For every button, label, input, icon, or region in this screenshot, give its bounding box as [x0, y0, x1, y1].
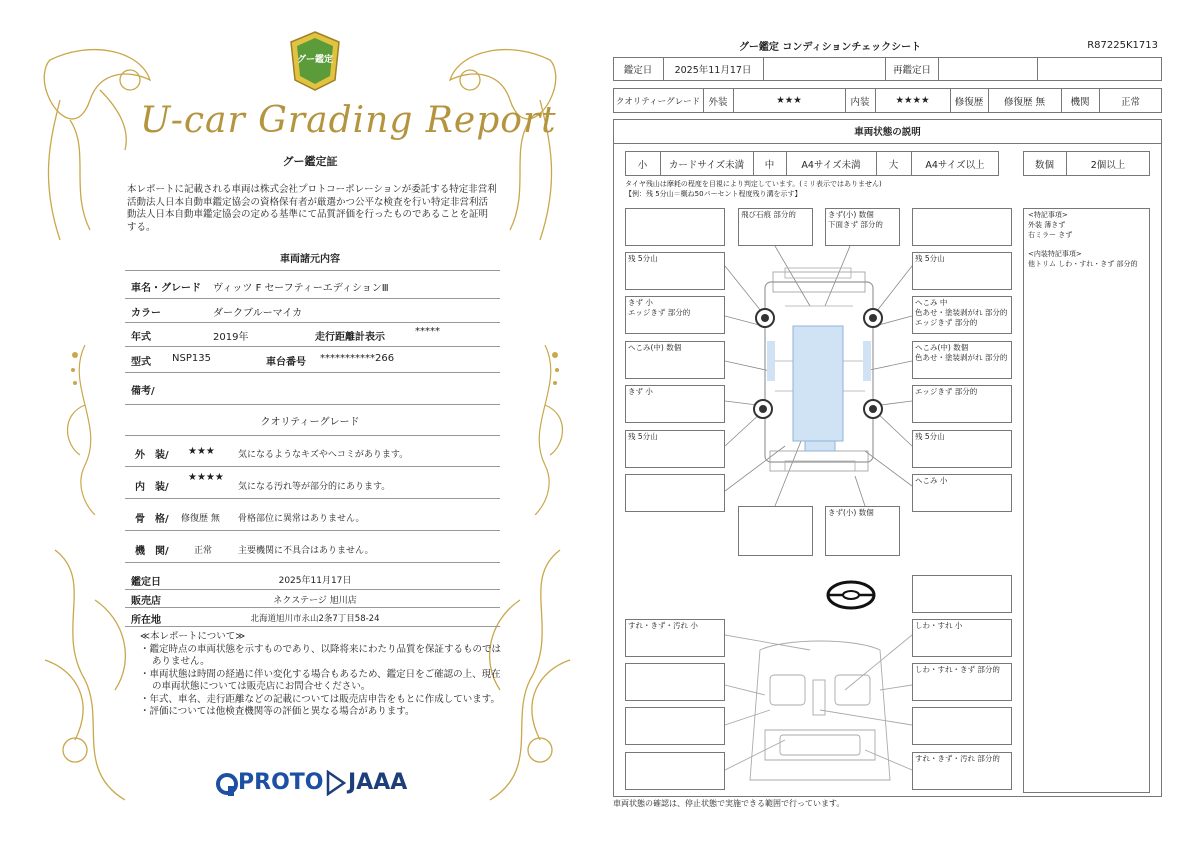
quality-ext-rating: ★★★ [188, 446, 215, 457]
quality-engine-label: 機 関/ [135, 546, 169, 557]
legend-large-desc: A4サイズ以上 [925, 159, 985, 171]
callout-tire-fr: 残 5分山 [915, 254, 945, 263]
mileage-label: 走行距離計表示 [315, 332, 385, 343]
callout-left-2: きず 小 エッジきず 部分的 [628, 298, 691, 317]
callout-right-4: エッジきず 部分的 [915, 387, 978, 396]
quality-int-desc: 気になる汚れ等が部分的にあります。 [238, 482, 391, 492]
quality-frame-desc: 骨格部位に異常はありません。 [238, 514, 365, 524]
callout-left-4: きず 小 [628, 387, 653, 396]
jaaa-logo-icon [326, 770, 346, 796]
callout-box [625, 752, 725, 790]
report-title: U-car Grading Report [140, 100, 557, 141]
callout-tire-fl: 残 5分山 [628, 254, 658, 263]
proto-logo-text: PROTO [238, 770, 324, 795]
sheet-engine-label: 機関 [1061, 88, 1100, 113]
callout-interior-c: しわ・すれ・きず 部分的 [915, 665, 1000, 674]
sheet-repair-label: 修復歴 [950, 88, 989, 113]
interior-special-heading: <内装特記事項> [1028, 250, 1082, 258]
special-heading: <特記事項> [1028, 211, 1068, 219]
sheet-redate-label: 再鑑定日 [885, 57, 939, 81]
special-notes-box [1023, 208, 1150, 793]
special-line: 右ミラー きず [1028, 231, 1073, 239]
badge-text: グー鑑定 [296, 55, 333, 65]
color-label: カラー [131, 308, 161, 319]
sheet-footer-note: 車両状態の確認は、停止状態で実施できる範囲で行っています。 [613, 799, 845, 808]
name-label: 車名・グレード [131, 283, 201, 294]
legend-medium: 中 [753, 151, 787, 176]
shop-label: 販売店 [131, 596, 161, 607]
sheet-date-value: 2025年11月17日 [663, 57, 764, 81]
sheet-id: R87225K1713 [1087, 40, 1158, 51]
callout-tire-rl: 残 5分山 [628, 432, 658, 441]
special-line: 外装 薄きず [1028, 221, 1066, 229]
legend-count: 数個 [1023, 151, 1067, 176]
year-label: 年式 [131, 332, 151, 343]
year-value: 2019年 [213, 332, 249, 343]
callout-box [738, 506, 813, 556]
quality-engine-rating: 正常 [194, 546, 213, 556]
callout-box [625, 474, 725, 512]
note-item: ・鑑定時点の車両状態を示すものであり、以降将来にわたり品質を保証するものではありません。 [140, 643, 502, 667]
color-value: ダークブルーマイカ [213, 308, 303, 319]
legend-small-desc: カードサイズ未満 [660, 151, 754, 176]
callout-front-left: 飛び石痕 部分的 [741, 210, 796, 219]
address-label: 所在地 [131, 615, 161, 626]
sheet-title: グー鑑定 コンディションチェックシート [738, 42, 922, 53]
note-item: ・車両状態は時間の経過に伴い変化する場合もあるため、鑑定日をご確認の上、現在の車両状態については販売店にお問合せください。 [140, 668, 501, 692]
ornament-mid-right-icon [515, 345, 575, 515]
sheet-int-label: 内装 [845, 88, 876, 113]
callout-box [625, 707, 725, 745]
mileage-value: ***** [415, 326, 440, 337]
quality-heading: クオリティーグレード [260, 417, 360, 428]
callout-box [912, 575, 1012, 613]
callout-interior-a: すれ・きず・汚れ 小 [628, 621, 698, 630]
certificate-body: 本レポートに記載される車両は株式会社プロトコーポレーションが委託する特定非営利活動法人日本自動車鑑定協会の資格保有者が厳選かつ公平な検査を行い特定非営利活動法人日本自動車鑑定協会の定める基準にて品質評価を行ったものであることを証明する。 [127, 184, 497, 233]
callout-front-right: きず(小) 数個 下面きず 部分的 [828, 210, 883, 229]
note-item: ・年式、車名、走行距離などの記載については販売店申告をもとに作成しています。 [140, 693, 501, 705]
remarks-label: 備考/ [131, 386, 155, 397]
date-value: 2025年11月17日 [278, 576, 352, 586]
callout-box [912, 707, 1012, 745]
car-exterior-diagram-icon [725, 246, 912, 506]
sheet-engine-value: 正常 [1120, 96, 1140, 108]
section-title: 車両状態の説明 [613, 119, 1162, 144]
chassis-label: 車台番号 [266, 357, 306, 368]
certificate-heading: グー鑑定証 [282, 155, 338, 168]
legend-count-desc: 2個以上 [1090, 159, 1126, 171]
interior-special-line: 他トリム しわ・すれ・きず 部分的 [1028, 260, 1138, 268]
notes-heading: ≪本レポートについて≫ [140, 631, 246, 642]
callout-right-6: へこみ 小 [915, 476, 948, 485]
quality-int-label: 内 装/ [135, 482, 169, 493]
callout-right-3: へこみ(中) 数個 色あせ・塗装剥がれ 部分的 [915, 343, 1008, 362]
tire-note-1: タイヤ残山は摩耗の程度を目視により判定しています。(ミリ表示ではありません) [625, 180, 882, 188]
sheet-date-label: 鑑定日 [613, 57, 664, 81]
sheet-ext-label: 外装 [703, 88, 734, 113]
callout-left-3: へこみ(中) 数個 [628, 343, 682, 352]
steering-wheel-icon [825, 578, 877, 612]
quality-ext-desc: 気になるようなキズやヘコミがあります。 [238, 450, 409, 460]
quality-engine-desc: 主要機関に不具合はありません。 [238, 546, 374, 556]
sheet-ext-value: ★★★ [733, 88, 846, 113]
callout-right-2: へこみ 中 色あせ・塗装剥がれ 部分的 エッジきず 部分的 [915, 298, 1008, 327]
legend-small: 小 [625, 151, 661, 176]
proto-logo-icon [216, 773, 238, 797]
callout-tire-rr: 残 5分山 [915, 432, 945, 441]
model-label: 型式 [131, 357, 151, 368]
name-value: ヴィッツ F セーフティーエディションⅢ [213, 283, 389, 294]
report-notes [140, 631, 505, 719]
ornament-mid-left-icon [55, 345, 115, 515]
sheet-grade-label: クオリティーグレード [613, 88, 704, 113]
callout-interior-d: すれ・きず・汚れ 部分的 [915, 754, 1000, 763]
callout-box [625, 663, 725, 701]
callout-interior-b: しわ・すれ 小 [915, 621, 963, 630]
callout-box [912, 208, 1012, 246]
address-value: 北海道旭川市永山2条7丁目58-24 [250, 614, 380, 624]
chassis-value: ***********266 [320, 353, 395, 364]
legend-medium-desc: A4サイズ未満 [786, 151, 877, 176]
jaaa-logo-text: JAAA [348, 770, 408, 795]
quality-frame-label: 骨 格/ [135, 514, 169, 525]
quality-frame-rating: 修復歴 無 [181, 514, 220, 524]
tire-note-2: 【例：残 5分山＝概ね50パーセント程度残り溝を示す】 [625, 190, 802, 198]
date-label: 鑑定日 [131, 577, 161, 588]
note-item: ・評価については他検査機関等の評価と異なる場合があります。 [140, 706, 415, 717]
callout-rear: きず(小) 数個 [828, 508, 874, 517]
legend-large: 大 [876, 151, 912, 176]
quality-ext-label: 外 装/ [135, 450, 169, 461]
sheet-repair-value: 修復歴 無 [988, 88, 1062, 113]
quality-int-rating: ★★★★ [188, 472, 224, 483]
sheet-int-value: ★★★★ [875, 88, 951, 113]
model-value: NSP135 [172, 353, 211, 364]
callout-box [625, 208, 725, 246]
shop-value: ネクステージ 旭川店 [273, 596, 357, 606]
car-interior-diagram-icon [725, 630, 912, 795]
specs-heading: 車両諸元内容 [280, 254, 340, 265]
